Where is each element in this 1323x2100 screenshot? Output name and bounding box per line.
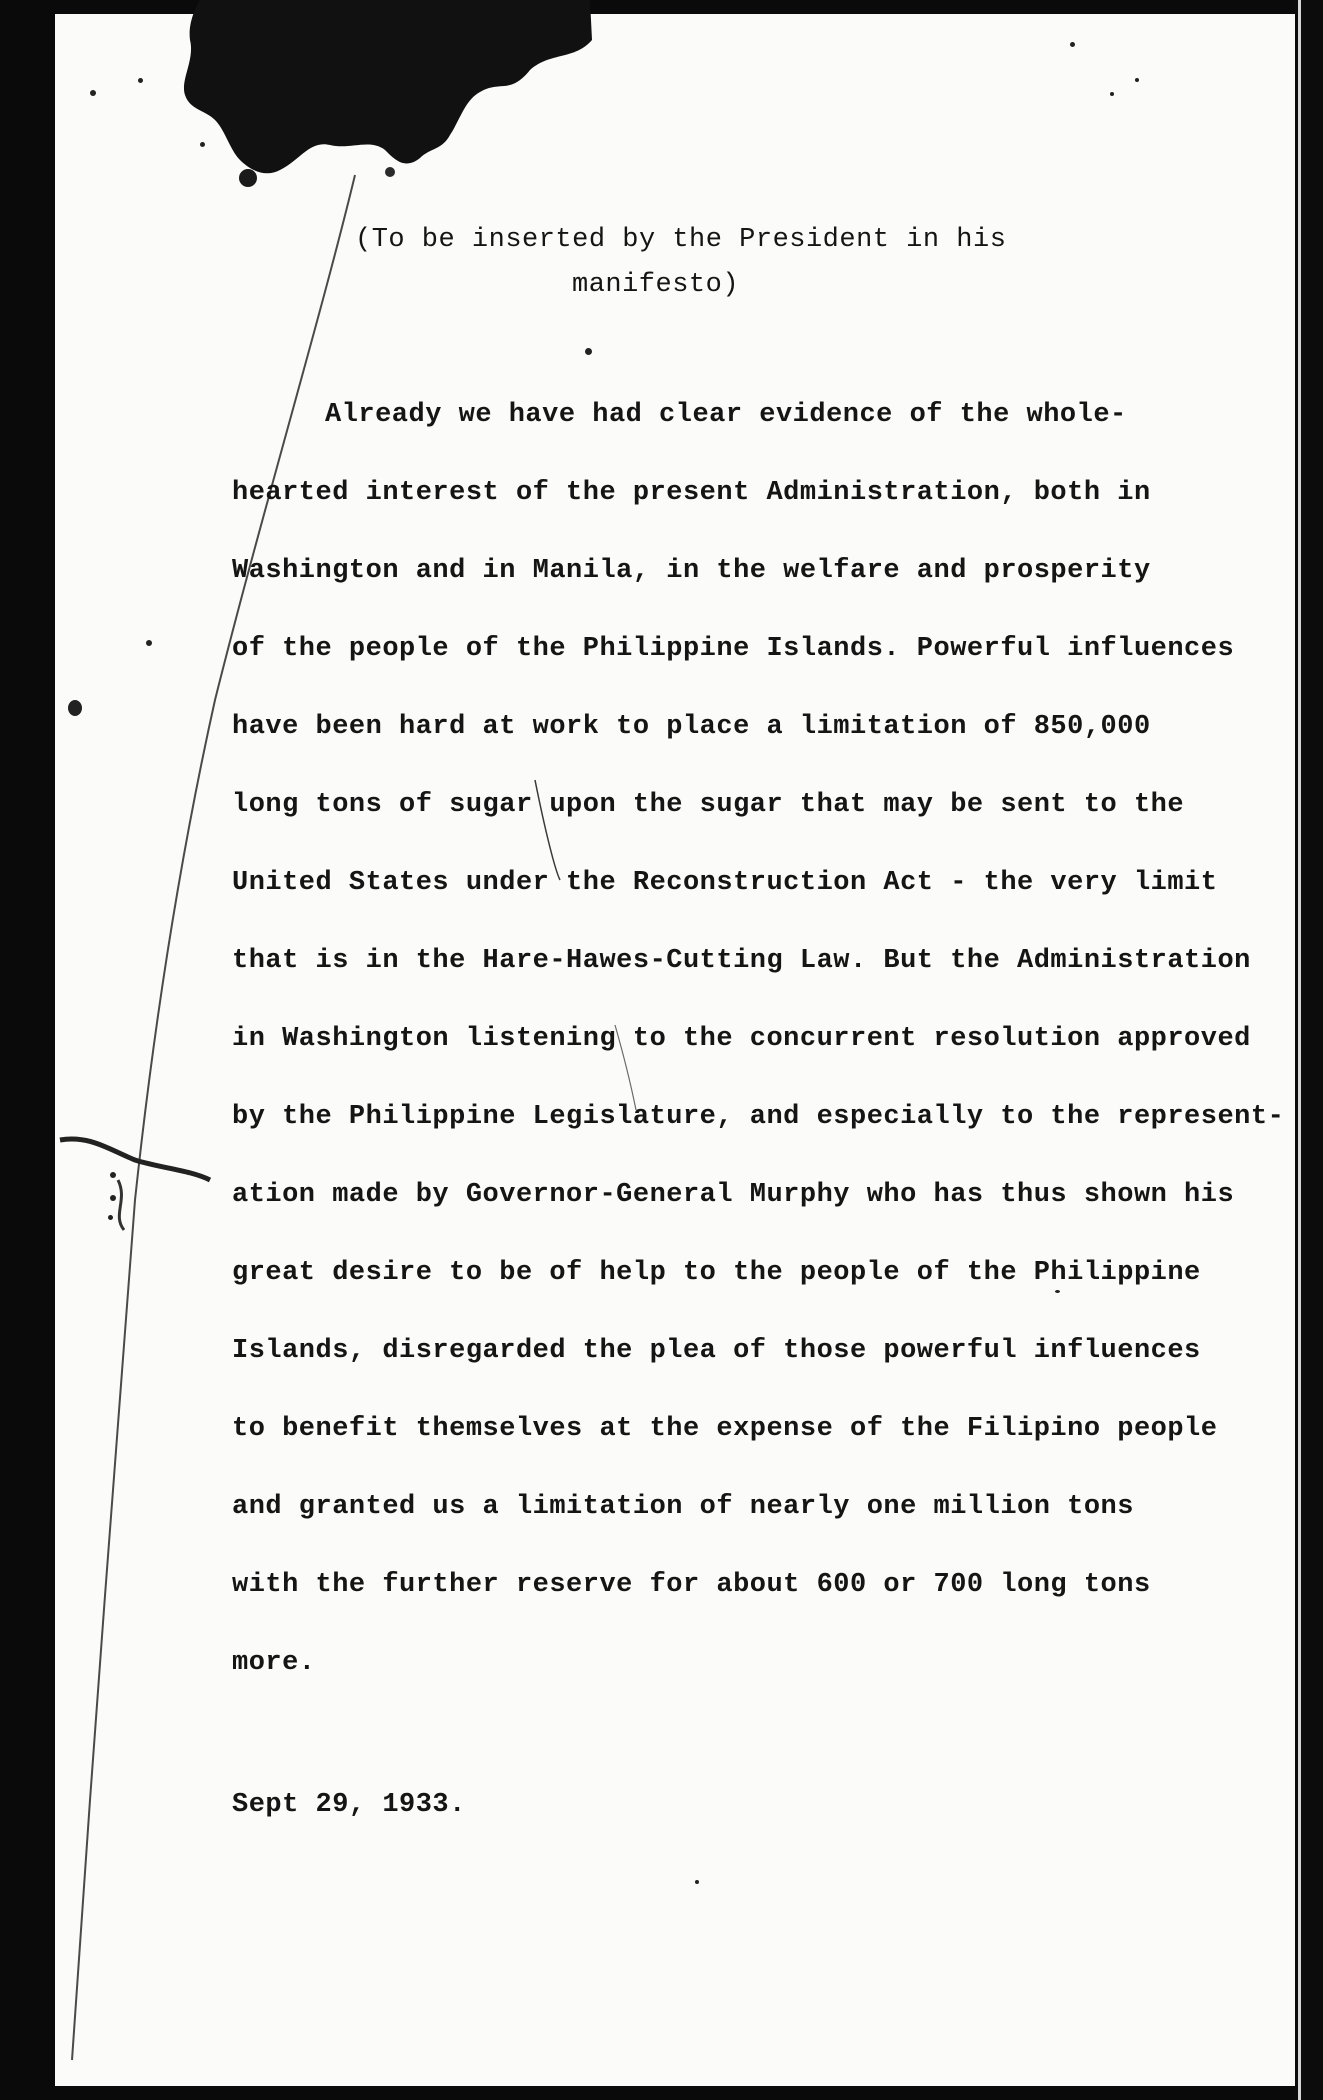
scan-speck <box>146 640 152 646</box>
body-line: hearted interest of the present Administration, both in <box>232 478 1151 508</box>
scan-speck <box>1070 42 1075 47</box>
body-line: great desire to be of help to the people of the Philippine <box>232 1258 1201 1288</box>
body-line: by the Philippine Legislature, and especially to the represent- <box>232 1102 1285 1132</box>
scan-speck <box>138 78 143 83</box>
header-instruction-line-1: (To be inserted by the President in his <box>355 225 1007 255</box>
body-line: that is in the Hare-Hawes-Cutting Law. But the Administration <box>232 946 1251 976</box>
body-line: have been hard at work to place a limitation of 850,000 <box>232 712 1151 742</box>
scan-right-border-line <box>1298 0 1301 2100</box>
body-line: Already we have had clear evidence of the whole- <box>325 400 1127 430</box>
scan-speck <box>695 1880 699 1884</box>
body-line: Washington and in Manila, in the welfare and prosperity <box>232 556 1151 586</box>
scan-speck <box>1135 78 1139 82</box>
scan-speck <box>110 1195 116 1201</box>
body-line: long tons of sugar upon the sugar that may be sent to the <box>232 790 1185 820</box>
scan-speck <box>108 1215 113 1220</box>
body-line: more. <box>232 1648 316 1678</box>
scan-speck <box>68 700 82 716</box>
body-line: to benefit themselves at the expense of the Filipino people <box>232 1414 1218 1444</box>
document-date: Sept 29, 1933. <box>232 1790 466 1820</box>
scan-speck <box>200 142 205 147</box>
scan-speck <box>1110 92 1114 96</box>
scan-speck <box>110 1172 116 1178</box>
header-instruction-line-2: manifesto) <box>572 270 740 300</box>
body-line: of the people of the Philippine Islands. Powerful influences <box>232 634 1235 664</box>
scan-speck <box>90 90 96 96</box>
body-line: Islands, disregarded the plea of those powerful influences <box>232 1336 1201 1366</box>
scan-speck <box>585 348 592 355</box>
body-line: United States under the Reconstruction Act - the very limit <box>232 868 1218 898</box>
body-line: in Washington listening to the concurrent resolution approved <box>232 1024 1251 1054</box>
body-line: with the further reserve for about 600 or 700 long tons <box>232 1570 1151 1600</box>
scan-speck <box>1055 1290 1060 1293</box>
body-line: ation made by Governor-General Murphy who has thus shown his <box>232 1180 1235 1210</box>
body-line: and granted us a limitation of nearly one million tons <box>232 1492 1134 1522</box>
